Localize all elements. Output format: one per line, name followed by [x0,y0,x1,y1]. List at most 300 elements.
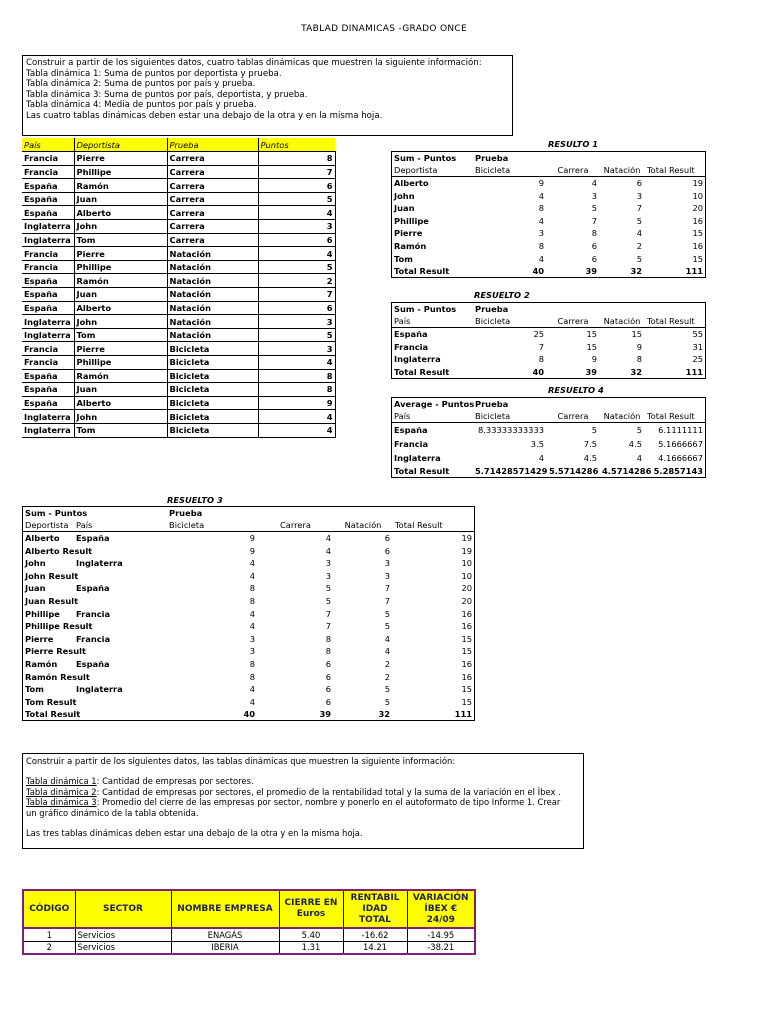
pivot-cell: 7 [384,595,390,606]
table-cell: 5 [258,328,335,342]
pivot-top-cell: Prueba [473,303,547,316]
pivot-column-header: Bicicleta [473,315,547,328]
pivot-cell: 5 [258,582,334,595]
pivot-cell: 15 [645,227,706,240]
pivot-cell: Phillipe Result [23,620,74,633]
pivot-cell: Francia [74,632,167,645]
table-cell: 7 [258,165,335,179]
instruction-line: Tabla dinámica 1: Suma de puntos por deportista y prueba. [26,68,282,79]
table-cell: 3 [258,220,335,234]
pivot-cell: 5 [325,595,331,606]
table-cell: -38.21 [407,941,475,954]
table-cell: 8 [258,152,335,166]
pivot-cell: 55 [645,328,706,341]
pivot-cell: 9 [167,532,258,545]
pivot-cell: 3 [384,570,390,581]
table-row [22,274,335,288]
pivot-row [23,569,475,582]
pivot-total-cell [74,708,167,721]
pivot-top-cell [258,507,334,520]
pivot-total-cell: 5.5714286 [547,465,600,478]
pivot-column-header: País [392,315,473,328]
pivot-cell: 3.5 [473,437,547,451]
pivot-cell: 8 [167,658,258,671]
table-cell: Carrera [167,233,258,247]
table-cell: España [22,369,74,383]
table-cell: España [22,301,74,315]
table-cell: 4 [258,356,335,370]
pivot-cell: 3 [636,190,642,201]
pivot-table-2 [391,302,706,379]
pivot-cell: Pierre [392,227,473,240]
pivot-cell: 4 [167,620,258,633]
pivot-row [23,544,475,557]
table-cell: Carrera [167,152,258,166]
pivot-cell: 4 [167,607,258,620]
table-row [22,315,335,329]
table-cell: 8 [258,383,335,397]
pivot-top-cell: Prueba [473,398,547,411]
table-cell: Servicios [75,928,171,941]
table-cell: John [74,410,167,424]
pivot-cell: 7 [591,215,597,226]
pivot-row [392,252,706,265]
pivot-table-4 [391,397,706,478]
pivot-cell: 19 [645,177,706,190]
pivot-cell: 15 [393,645,475,658]
pivot-cell: 5 [636,253,642,264]
table-cell: España [22,396,74,410]
pivot-cell: 25 [645,353,706,366]
table-cell: Phillipe [74,260,167,274]
pivot-row [392,227,706,240]
table-cell: Bicicleta [167,423,258,437]
table-cell: Servicios [75,941,171,954]
pivot-top-cell [645,303,706,316]
pivot-top-cell [600,398,645,411]
table-row [22,206,335,220]
pivot-cell: Inglaterra [74,557,167,570]
table-cell: Tom [74,423,167,437]
pivot-cell: 4.5 [628,438,642,449]
pivot-cell: 7 [258,607,334,620]
column-header: Puntos [258,138,335,152]
table-cell: Natación [167,288,258,302]
table-cell: IBERIA [171,941,279,954]
table-row [22,342,335,356]
column-header: CIERRE EN Euros [279,890,343,928]
table-cell: 6 [258,179,335,193]
pivot-cell: 5 [384,621,390,632]
table-cell: Inglaterra [22,220,74,234]
instruction-item-3 [26,797,580,807]
pivot-cell: 20 [393,595,475,608]
pivot-row [23,658,475,671]
table-cell: Inglaterra [22,315,74,329]
pivot-row [392,328,706,341]
table-cell: 4 [258,206,335,220]
instructions-box-1 [22,55,513,136]
pivot-cell: Ramón [392,240,473,253]
pivot-top-cell [334,507,393,520]
pivot-cell: 5 [636,215,642,226]
table-cell: Bicicleta [167,410,258,424]
pivot-cell: Inglaterra [74,683,167,696]
table-cell: Carrera [167,165,258,179]
pivot-cell: 5 [591,203,597,214]
pivot-cell: 8 [325,646,331,657]
pivot-cell: 4 [334,632,393,645]
pivot-column-header: Total Result [645,410,706,423]
table-cell: Natación [167,328,258,342]
pivot-row [23,557,475,570]
pivot-column-header: Natación [600,315,645,328]
table-cell: 1 [23,928,75,941]
instruction-item-label: Tabla dinámica 1 [26,776,97,787]
table-cell: 2 [23,941,75,954]
pivot-top-cell [393,507,475,520]
instruction-item-label: Tabla dinámica 3 [26,797,97,808]
pivot-cell: 4 [591,177,597,188]
table-cell: 2 [258,274,335,288]
pivot-cell: 4 [473,189,547,202]
pivot-row [23,683,475,696]
pivot-column-header: Total Result [645,164,706,177]
pivot-column-header: Bicicleta [473,410,547,423]
pivot-cell: 4 [384,646,390,657]
pivot-cell: España [74,658,167,671]
table-cell: Bicicleta [167,396,258,410]
pivot-top-cell [547,398,600,411]
pivot-cell: 5 [334,683,393,696]
pivot-total-cell: 32 [600,365,645,378]
pivot-cell: 4 [473,252,547,265]
table-row [23,941,475,954]
table-cell: Bicicleta [167,356,258,370]
pivot-row [23,595,475,608]
pivot-total-cell: 39 [547,365,600,378]
pivot-cell: 20 [645,202,706,215]
instruction-line: Tabla dinámica 2: Suma de puntos por país y prueba. [26,79,256,90]
pivot-cell: 5.1666667 [645,437,706,451]
instruction-footer: Las tres tablas dinámicas deben estar una debajo de la otra y en la misma hoja. [26,828,363,839]
table-cell: Juan [74,192,167,206]
table-cell: Natación [167,247,258,261]
table-cell: Natación [167,260,258,274]
table-cell: 8 [258,369,335,383]
pivot-cell: 4 [325,545,331,556]
pivot-cell: 8 [473,240,547,253]
pivot-cell: 7 [636,203,642,214]
table-row [23,928,475,941]
pivot-cell: 3 [473,227,547,240]
pivot-cell: 2 [334,658,393,671]
pivot-cell: 15 [586,341,597,352]
table-cell: Natación [167,315,258,329]
pivot-cell: 8.33333333333 [473,423,547,437]
pivot-total-cell: 111 [645,365,706,378]
pivot-cell: 9 [473,177,547,190]
pivot-top-cell [600,303,645,316]
pivot-cell: 7.5 [583,438,597,449]
pivot-cell: 6.1111111 [645,423,706,437]
pivot-top-cell [547,303,600,316]
pivot-row [392,451,706,465]
table-row [22,220,335,234]
pivot-cell: John [392,189,473,202]
pivot-column-header: Natación [334,519,393,532]
pivot-top-row [392,152,706,165]
pivot-cell: 3 [325,570,331,581]
pivot-cell: John [23,557,74,570]
table-cell: ENAGÁS [171,928,279,941]
table-cell: Pierre [74,342,167,356]
empresas-table [22,889,476,955]
pivot-row [23,607,475,620]
pivot-cell [74,695,167,708]
pivot-cell: 25 [473,328,547,341]
pivot-row [23,632,475,645]
pivot-top-row [392,398,706,411]
pivot-cell: Tom [392,252,473,265]
table-cell: España [22,179,74,193]
table-cell: 1.31 [279,941,343,954]
table-cell: Tom [74,328,167,342]
table-cell: Inglaterra [22,410,74,424]
pivot-cell: 10 [393,569,475,582]
pivot-header-row [392,315,706,328]
table-row [22,179,335,193]
pivot-row [392,189,706,202]
column-header: Prueba [167,138,258,152]
table-cell: 4 [258,247,335,261]
table-cell: Francia [22,342,74,356]
pivot-cell: Juan [392,202,473,215]
instruction-line: Construir a partir de los siguientes datos, cuatro tablas dinámicas que muestren la siguiente información: [26,58,482,68]
instruction-line: Tabla dinámica 3: Suma de puntos por país, deportista, y prueba. [26,89,308,100]
table-cell: Carrera [167,220,258,234]
table-cell: John [74,220,167,234]
instructions-box-2 [22,753,584,849]
pivot-total-cell: 39 [258,708,334,721]
pivot-column-header: Deportista [392,164,473,177]
pivot-column-header: Total Result [393,519,475,532]
pivot-top-cell: Prueba [167,507,258,520]
table-cell: Phillipe [74,165,167,179]
pivot-column-header: Carrera [547,410,600,423]
pivot-cell: 6 [384,545,390,556]
table-row [22,247,335,261]
pivot-row [23,645,475,658]
table-cell: Alberto [74,396,167,410]
pivot-top-cell: Prueba [473,152,547,165]
pivot-total-row [392,465,706,478]
column-header: Deportista [74,138,167,152]
instruction-line: Las cuatro tablas dinámicas deben estar una debajo de la otra y en la misma hoja. [26,110,383,121]
pivot-cell [74,595,167,608]
pivot-top-cell [645,152,706,165]
pivot-cell: 4 [167,683,258,696]
table-cell: Natación [167,301,258,315]
pivot-total-cell: 111 [393,708,475,721]
table-cell: Ramón [74,274,167,288]
pivot-cell: 15 [586,328,597,339]
pivot-total-cell: 5.71428571429 [473,465,547,478]
pivot-cell: John Result [23,569,74,582]
table-cell: 6 [258,301,335,315]
pivot-total-cell: 40 [167,708,258,721]
table-cell: 4 [258,423,335,437]
pivot-cell: Juan [23,582,74,595]
pivot-cell: 6 [325,671,331,682]
pivot-cell: Alberto Result [23,544,74,557]
table-cell: Inglaterra [22,233,74,247]
table-row [22,423,335,437]
pivot-total-cell: Total Result [392,465,473,478]
table-cell: 7 [258,288,335,302]
table-row [22,233,335,247]
pivot-row [392,240,706,253]
pivot-cell: Ramón [23,658,74,671]
pivot-cell: 3 [334,557,393,570]
table-cell: Francia [22,165,74,179]
table-cell: 6 [258,233,335,247]
pivot-cell: 6 [636,177,642,188]
table-cell: 14.21 [343,941,407,954]
pivot-cell: 15 [645,252,706,265]
pivot-cell: España [74,532,167,545]
column-header: CÓDIGO [23,890,75,928]
empresas-header-row [23,890,475,928]
pivot-total-cell: Total Result [392,365,473,378]
table-cell: 5 [258,260,335,274]
pivot-total-cell: Total Result [23,708,74,721]
pivot-cell: Alberto [392,177,473,190]
pivot-column-header: Carrera [258,519,334,532]
pivot-cell [74,569,167,582]
pivot-total-row [392,365,706,378]
table-cell: -16.62 [343,928,407,941]
pivot-cell: 7 [325,621,331,632]
pivot-cell: 16 [645,214,706,227]
pivot-cell: 3 [167,632,258,645]
instruction-item-1 [26,776,580,786]
pivot-column-header: Total Result [645,315,706,328]
table-cell: Carrera [167,179,258,193]
instruction-item-text: : Cantidad de empresas por sectores. [96,776,254,787]
pivot-cell: 4 [636,228,642,239]
pivot-total-cell: 40 [473,265,547,278]
pivot-cell: Francia [74,607,167,620]
pivot-total-cell: 32 [334,708,393,721]
table-cell: Francia [22,247,74,261]
pivot-top-cell [547,152,600,165]
pivot-cell: 16 [393,670,475,683]
instruction-item-label: Tabla dinámica 2 [26,786,97,797]
page-title: TABLAD DINAMICAS -GRADO ONCE [301,24,467,34]
table-cell: Natación [167,274,258,288]
pivot-row [392,340,706,353]
pivot-cell: 4 [636,452,642,463]
table-cell: 5 [258,192,335,206]
pivot-column-header: País [392,410,473,423]
pivot-cell: 15 [393,632,475,645]
pivot-total-row [23,708,475,721]
pivot-top-cell [600,152,645,165]
pivot-total-cell: 32 [600,265,645,278]
pivot-cell: 9 [591,354,597,365]
pivot-cell: 15 [393,695,475,708]
table-cell: 3 [258,342,335,356]
pivot-cell: Ramón Result [23,670,74,683]
pivot-column-header: País [74,519,167,532]
instruction-item-text: : Cantidad de empresas por sectores, el promedio de la rentabilidad total y la suma de la variación en el Íbex . [96,786,561,797]
table-cell: Francia [22,260,74,274]
pivot-row [23,695,475,708]
pivot-top-cell: Sum - Puntos [23,507,74,520]
table-cell: Alberto [74,301,167,315]
pivot-row [392,423,706,437]
pivot-total-cell: 111 [645,265,706,278]
table-cell: 4 [258,410,335,424]
column-header: RENTABIL IDAD TOTAL [343,890,407,928]
table-row [22,288,335,302]
pivot-cell: Tom [23,683,74,696]
pivot-cell: 5 [636,424,642,435]
pivot-cell: 3 [591,190,597,201]
pivot-cell: 6 [591,240,597,251]
pivot-header-row [392,164,706,177]
pivot-cell: 5 [591,424,597,435]
pivot-cell: 8 [167,582,258,595]
table-row [22,152,335,166]
pivot-table-3 [22,506,475,721]
pivot-cell: 16 [393,620,475,633]
pivot-row [23,620,475,633]
pivot-cell: 8 [473,202,547,215]
table-cell: Francia [22,152,74,166]
pivot-cell: 4 [473,451,547,465]
table-cell: 5.40 [279,928,343,941]
pivot-cell: 5 [384,696,390,707]
pivot-total-cell: 40 [473,365,547,378]
source-data-table [22,138,336,438]
pivot-total-cell: 4.5714286 [600,465,645,478]
pivot-cell: España [74,582,167,595]
table-row [22,410,335,424]
pivot-top-cell: Average - Puntos [392,398,473,411]
pivot-cell [74,645,167,658]
table-row [22,328,335,342]
resultado-1-label: RESULTO 1 [548,139,599,149]
pivot-cell: Pierre Result [23,645,74,658]
table-cell: 9 [258,396,335,410]
pivot-cell: 2 [384,671,390,682]
instruction-intro: Construir a partir de los siguientes datos, las tablas dinámicas que muestren la siguiente información: [26,756,456,766]
pivot-cell: Phillipe [392,214,473,227]
pivot-row [23,532,475,545]
pivot-cell: 8 [636,354,642,365]
table-cell: Bicicleta [167,369,258,383]
pivot-cell: España [392,328,473,341]
table-cell: Alberto [74,206,167,220]
table-cell: Ramón [74,179,167,193]
pivot-cell: Pierre [23,632,74,645]
pivot-cell: 15 [393,683,475,696]
table-cell: Ramón [74,369,167,383]
pivot-cell: 4 [325,532,331,543]
pivot-cell: Juan Result [23,595,74,608]
